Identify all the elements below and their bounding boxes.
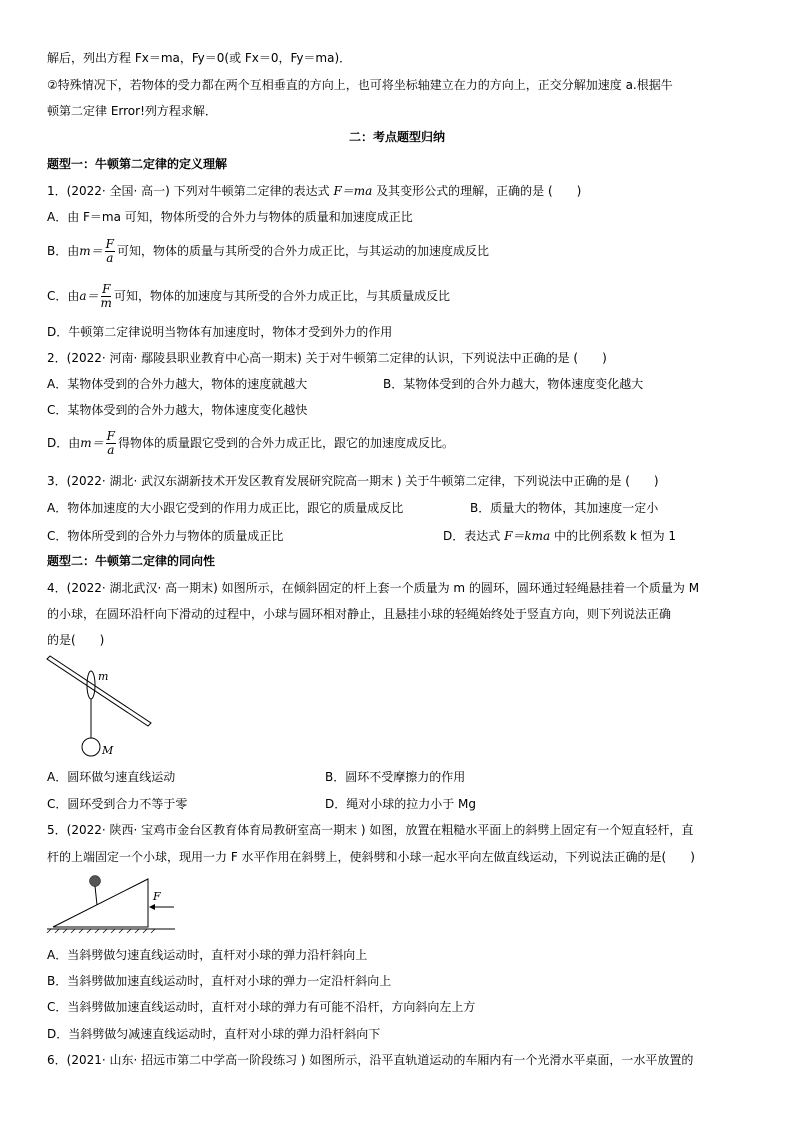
q3-d-pre: D．表达式 (443, 529, 505, 543)
intro-line-2: ②特殊情况下，若物体的受力都在两个互相垂直的方向上，也可将坐标轴建立在力的方向上，正交分解加速度 a.根据牛 (47, 78, 673, 92)
q2-d-lhs: m＝ (80, 436, 104, 450)
q4-option-c: C．圆环受到合力不等于零 (47, 797, 188, 811)
q1-stem-formula: F＝ma (333, 184, 373, 198)
q2-option-b: B．某物体受到的合外力越大，物体速度变化越大 (383, 377, 644, 391)
q2-d-numerator: F (106, 429, 115, 443)
force-arrowhead (149, 904, 155, 910)
section-title: 二：考点题型归纳 (348, 130, 445, 144)
ball-mass-label: M (102, 744, 114, 757)
q1-c-lhs: a＝ (79, 289, 99, 303)
q3-option-a: A．物体加速度的大小跟它受到的作用力成正比，跟它的质量成反比 (47, 501, 404, 515)
ring-mass-label: m (98, 670, 109, 683)
q1-option-b (47, 236, 489, 266)
q1-b-denominator: a (106, 251, 114, 265)
q1-c-numerator: F (102, 282, 111, 296)
q1-c-pre: C．由 (47, 289, 80, 303)
q1-b-pre: B．由 (47, 244, 80, 258)
q2-option-a: A．某物体受到的合外力越大，物体的速度就越大 (47, 377, 308, 391)
short-rod (95, 886, 97, 905)
type1-title: 题型一：牛顿第二定律的定义理解 (47, 157, 228, 171)
q1-c-post: 可知，物体的加速度与其所受的合外力成正比，与其质量成反比 (113, 289, 450, 303)
q1-b-post: 可知，物体的质量与其所受的合外力成正比，与其运动的加速度成反比 (116, 244, 489, 258)
q4-option-d: D．绳对小球的拉力小于 Mg (325, 797, 477, 811)
q4-stem-line-2: 的小球，在圆环沿杆向下滑动的过程中，小球与圆环相对静止，且悬挂小球的轻绳始终处于竖直方向，则下列说法正确 (47, 607, 672, 621)
q2-d-pre: D．由 (47, 436, 81, 450)
q4-option-a: A．圆环做匀速直线运动 (47, 770, 176, 784)
q4-stem-line-3: 的是( ) (47, 633, 105, 647)
q3-stem: 3．(2022· 湖北· 武汉东湖新技术开发区教育发展研究院高一期末 ) 关于牛顿第二定律，下列说法中正确的是 ( ) (47, 474, 659, 488)
q5-option-d: D．当斜劈做匀减速直线运动时，直杆对小球的弹力沿杆斜向下 (47, 1027, 381, 1041)
q1-option-d: D．牛顿第二定律说明当物体有加速度时，物体才受到外力的作用 (47, 325, 393, 339)
inclined-rod (47, 656, 151, 726)
q1-b-fraction (105, 238, 115, 265)
q1-b-lhs: m＝ (79, 244, 103, 258)
q2-option-d (47, 428, 454, 458)
q1-b-numerator: F (105, 237, 114, 251)
q1-stem-b: 及其变形公式的理解，正确的是 ( ) (372, 184, 582, 198)
force-label: F (153, 890, 161, 903)
q1-option-c (47, 281, 450, 311)
q1-c-fraction (101, 283, 112, 310)
q2-d-denominator: a (107, 443, 115, 457)
q3-d-post: 中的比例系数 k 恒为 1 (550, 529, 677, 543)
q5-option-c: C．当斜劈做加速直线运动时，直杆对小球的弹力有可能不沿杆，方向斜向左上方 (47, 1000, 476, 1014)
intro-line-3: 顿第二定律 Error!列方程求解． (47, 104, 217, 118)
q6-stem-line-1: 6．(2021· 山东· 招远市第二中学高一阶段练习 ) 如图所示，沿平直轨道运动的车厢内有一个光滑水平桌面，一水平放置的 (47, 1053, 694, 1067)
q4-stem-line-1: 4．(2022· 湖北武汉· 高一期末) 如图所示，在倾斜固定的杆上套一个质量为 m 的圆环，圆环通过轻绳悬挂着一个质量为 M (47, 581, 700, 595)
q5-stem-line-1: 5．(2022· 陕西· 宝鸡市金台区教育体育局教研室高一期末 ) 如图，放置在粗糙水平面上的斜劈上固定有一个短直轻杆，直 (47, 823, 694, 837)
q4-option-b: B．圆环不受摩擦力的作用 (325, 770, 466, 784)
q2-stem: 2．(2022· 河南· 鄢陵县职业教育中心高一期末) 关于对牛顿第二定律的认识，下列说法中正确的是 ( ) (47, 351, 607, 365)
q3-option-d (443, 528, 676, 544)
wedge (53, 879, 148, 927)
ground-hatch (47, 929, 155, 933)
intro-line-1: 解后，列出方程 Fx＝ma，Fy＝0(或 Fx＝0，Fy＝ma)． (47, 51, 352, 65)
q1-c-denominator: m (100, 296, 112, 310)
q3-option-c: C．物体所受到的合外力与物体的质量成正比 (47, 529, 284, 543)
q5-option-b: B．当斜劈做加速直线运动时，直杆对小球的弹力一定沿杆斜向上 (47, 974, 392, 988)
q3-option-b: B．质量大的物体，其加速度一定小 (470, 501, 659, 515)
q2-option-c: C．某物体受到的合外力越大，物体速度变化越快 (47, 403, 308, 417)
q4-figure (45, 655, 155, 760)
q1-stem-a: 1．(2022· 全国· 高一) 下列对牛顿第二定律的表达式 (47, 184, 334, 198)
q1-stem (47, 183, 581, 199)
q5-option-a: A．当斜劈做匀速直线运动时，直杆对小球的弹力沿杆斜向上 (47, 948, 368, 962)
small-ball (90, 876, 101, 887)
q5-figure (45, 868, 180, 933)
q1-option-a: A．由 F＝ma 可知，物体所受的合外力与物体的质量和加速度成正比 (47, 210, 413, 224)
hanging-ball (82, 738, 100, 756)
type2-title: 题型二：牛顿第二定律的同向性 (47, 554, 216, 568)
q2-d-post: 得物体的质量跟它受到的合外力成正比，跟它的加速度成反比。 (117, 436, 454, 450)
q2-d-fraction (106, 430, 116, 457)
q3-d-formula: F＝kma (504, 529, 551, 543)
q5-stem-line-2: 杆的上端固定一个小球，现用一力 F 水平作用在斜劈上，使斜劈和小球一起水平向左做直线运动，下列说法正确的是( ) (47, 850, 695, 864)
